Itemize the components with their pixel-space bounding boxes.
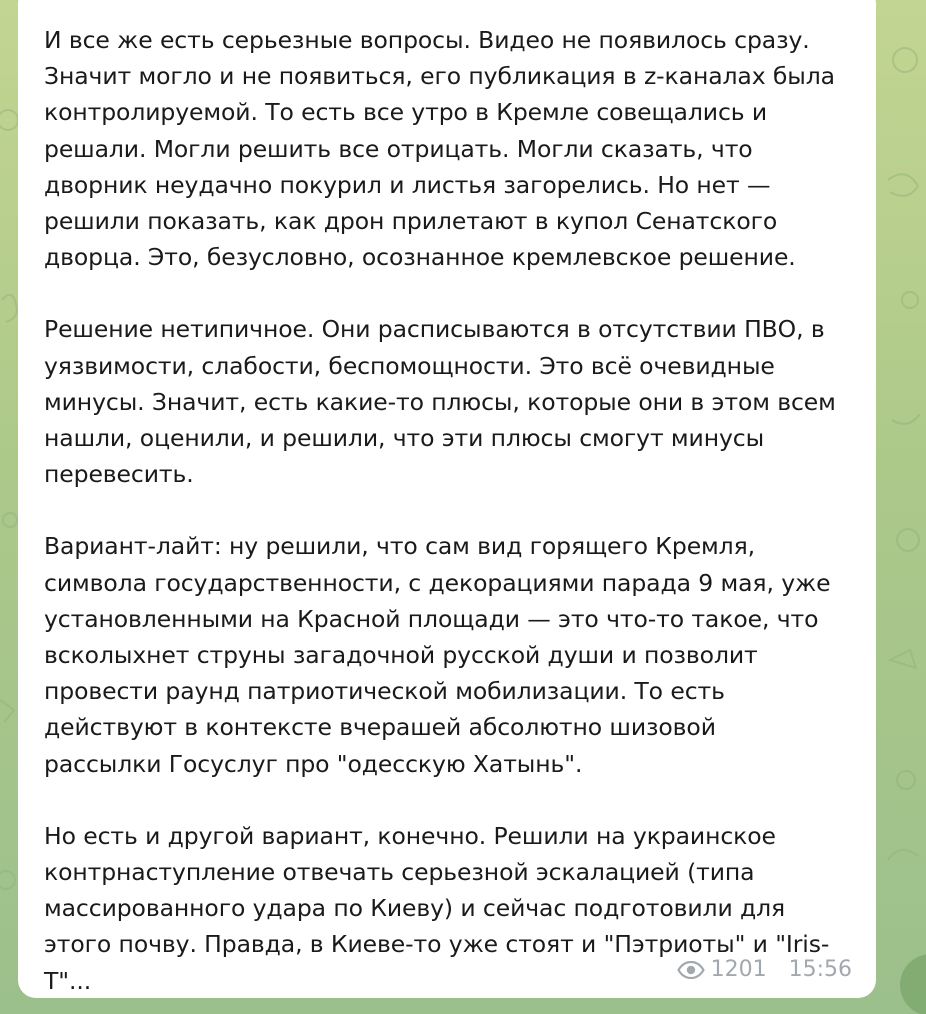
paragraph-gap — [44, 275, 850, 311]
message-paragraph-4: Но есть и другой вариант, конечно. Решили на украинское контрнаступление отвечать серьезной эскалацией (типа массированного удара по Киеву) и сейчас подготовили для этого почву. Правда, в Киеве-то уже стоят и "Пэтриоты" и "Iris- T"... — [44, 821, 830, 995]
paragraph-gap — [44, 492, 850, 528]
eye-icon — [677, 961, 705, 979]
message-paragraph-3: Вариант-лайт: ну решили, что сам вид горящего Кремля, символа государственности, с декорациями парада 9 мая, уже установленными на Красной площади — это что-то такое, что всколыхнет струны загадочной русской души и позволит провести раунд патриотической мобилизации. То есть действуют в контексте вчерашей абсолютно шизовой рассылки Госуслуг про "одесскую Хатынь". — [44, 532, 831, 778]
paragraph-gap — [44, 782, 850, 818]
views-count: 1201 — [710, 957, 767, 982]
message-paragraph-2: Решение нетипичное. Они расписываются в отсутствии ПВО, в уязвимости, слабости, беспомощности. Это всё очевидные минусы. Значит, есть какие-то плюсы, которые они в этом всем нашли, оценили, и решили, что эти плюсы смогут минусы перевесить. — [44, 315, 836, 489]
message-paragraph-1: И все же есть серьезные вопросы. Видео не появилось сразу. Значит могло и не появиться, его публикация в z-каналах была контролируемой. То есть все утро в Кремле совещались и решали. Могли решить все отрицать. Могли сказать, что дворник неудачно покурил и листья загорелись. Но нет — решили показать, как дрон прилетают в купол Сенатского дворца. Это, безусловно, осознанное кремлевское решение. — [44, 26, 835, 272]
message-bubble — [18, 0, 876, 998]
message-time: 15:56 — [788, 957, 852, 982]
message-meta — [677, 957, 852, 982]
message-text — [44, 22, 850, 999]
